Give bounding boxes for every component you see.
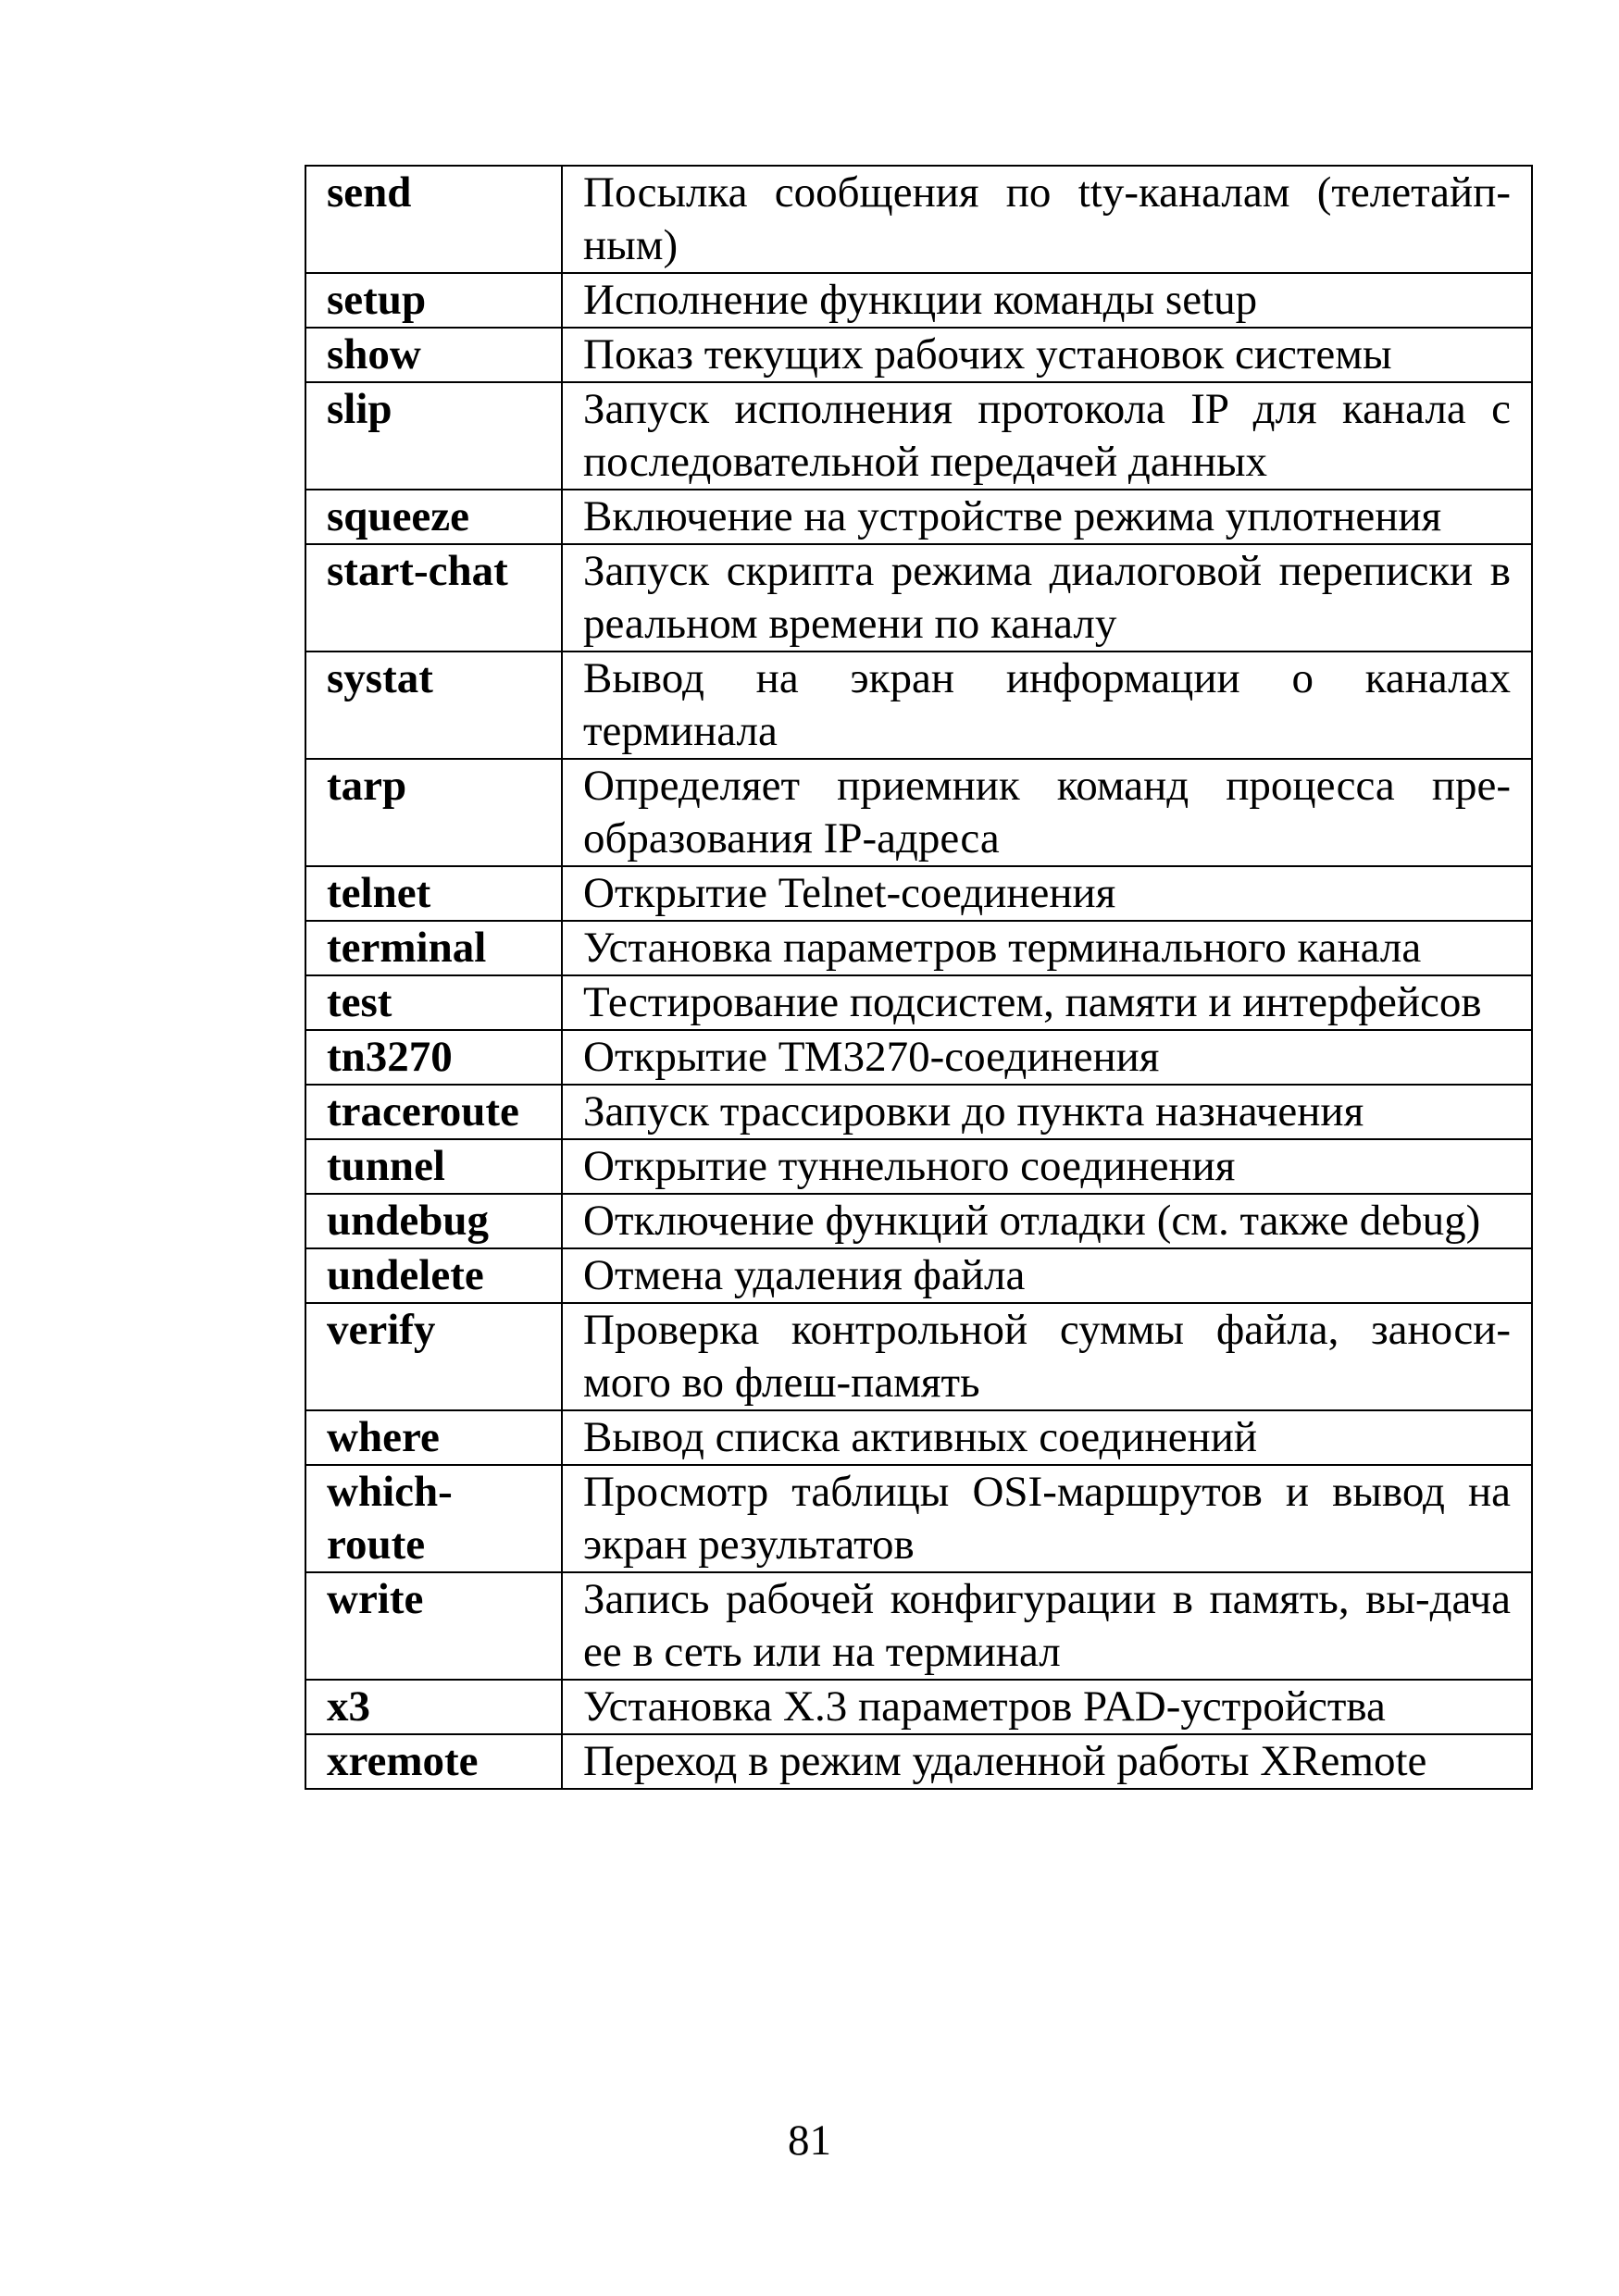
command-description-cell: Открытие туннельного соединения [562, 1139, 1532, 1194]
command-description-cell: Установка параметров терминального канала [562, 921, 1532, 975]
command-description-cell: Установка X.3 параметров PAD-устройства [562, 1680, 1532, 1734]
table-row [305, 1303, 1532, 1410]
command-description-cell: Открытие Telnet-соединения [562, 866, 1532, 921]
command-name-cell: tn3270 [305, 1030, 562, 1085]
command-description-cell: Отмена удаления файла [562, 1248, 1532, 1303]
command-description-cell: Вывод на экран информации о каналах терминала [562, 652, 1532, 759]
command-description-cell: Отключение функций отладки (см. также debug) [562, 1194, 1532, 1248]
command-description-cell: Запуск исполнения протокола IP для канала с последовательной передачей данных [562, 382, 1532, 490]
command-description-cell: Исполнение функции команды setup [562, 273, 1532, 328]
command-name-cell: telnet [305, 866, 562, 921]
table-row [305, 1030, 1532, 1085]
command-name-cell: traceroute [305, 1085, 562, 1139]
command-name-cell: where [305, 1410, 562, 1465]
table-row [305, 273, 1532, 328]
command-name-cell: which- route [305, 1465, 562, 1572]
table-row [305, 921, 1532, 975]
table-row [305, 759, 1532, 866]
command-name-cell: undebug [305, 1194, 562, 1248]
table-row [305, 975, 1532, 1030]
table-row [305, 382, 1532, 490]
table-row [305, 1139, 1532, 1194]
table-row [305, 1680, 1532, 1734]
command-description-cell: Тестирование подсистем, памяти и интерфейсов [562, 975, 1532, 1030]
command-name-cell: show [305, 328, 562, 382]
command-name-cell: systat [305, 652, 562, 759]
command-table [305, 165, 1533, 1790]
table-row [305, 652, 1532, 759]
command-description-cell: Показ текущих рабочих установок системы [562, 328, 1532, 382]
command-name-cell: x3 [305, 1680, 562, 1734]
page-number: 81 [788, 2116, 831, 2165]
table-row [305, 866, 1532, 921]
command-name-cell: tarp [305, 759, 562, 866]
command-name-cell: start-chat [305, 544, 562, 652]
command-description-cell: Запуск трассировки до пункта назначения [562, 1085, 1532, 1139]
command-name-cell: write [305, 1572, 562, 1680]
command-description-cell: Запуск скрипта режима диалоговой переписки в реальном времени по каналу [562, 544, 1532, 652]
table-row [305, 1572, 1532, 1680]
command-name-cell: send [305, 166, 562, 273]
command-description-cell: Проверка контрольной суммы файла, заноси-мого во флеш-память [562, 1303, 1532, 1410]
table-row [305, 1248, 1532, 1303]
command-description-cell: Определяет приемник команд процесса пре-образования IP-адреса [562, 759, 1532, 866]
command-description-cell: Включение на устройстве режима уплотнения [562, 490, 1532, 544]
command-name-cell: tunnel [305, 1139, 562, 1194]
command-description-cell: Вывод списка активных соединений [562, 1410, 1532, 1465]
command-name-cell: terminal [305, 921, 562, 975]
command-description-cell: Запись рабочей конфигурации в память, вы-дача ее в сеть или на терминал [562, 1572, 1532, 1680]
table-row [305, 1734, 1532, 1789]
command-name-cell: squeeze [305, 490, 562, 544]
command-name-cell: undelete [305, 1248, 562, 1303]
table-row [305, 1085, 1532, 1139]
command-description-cell: Переход в режим удаленной работы XRemote [562, 1734, 1532, 1789]
table-row [305, 166, 1532, 273]
command-description-cell: Открытие ТМ3270-соединения [562, 1030, 1532, 1085]
command-name-cell: slip [305, 382, 562, 490]
table-row [305, 328, 1532, 382]
command-name-cell: setup [305, 273, 562, 328]
table-row [305, 490, 1532, 544]
table-row [305, 1194, 1532, 1248]
table-row [305, 1465, 1532, 1572]
command-description-cell: Посылка сообщения по tty-каналам (телетайп-ным) [562, 166, 1532, 273]
command-name-cell: verify [305, 1303, 562, 1410]
command-name-cell: test [305, 975, 562, 1030]
command-table-body [305, 166, 1532, 1789]
command-description-cell: Просмотр таблицы OSI-маршрутов и вывод на экран результатов [562, 1465, 1532, 1572]
command-name-cell: xremote [305, 1734, 562, 1789]
table-row [305, 1410, 1532, 1465]
table-row [305, 544, 1532, 652]
